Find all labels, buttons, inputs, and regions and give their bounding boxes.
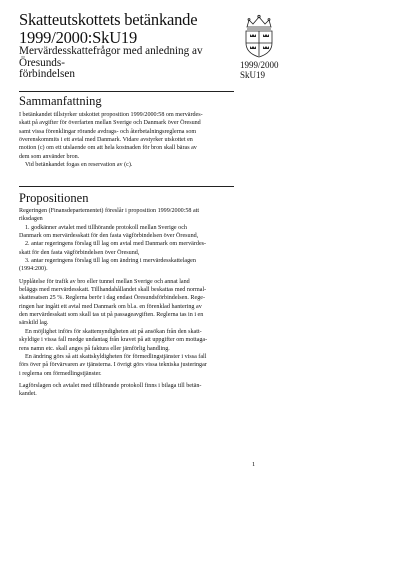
propositionen-text [19,207,235,399]
text-line: Upplåtelse för trafik av bro eller tunnel mellan Sverige och annat land [19,278,190,285]
section-divider [19,186,234,187]
text-line: Vid betänkandet fogas en reservation av (c). [25,162,133,169]
text-line: ringen har ingått ett avtal med Danmark om bl.a. en förenklad hantering av [19,303,202,310]
text-line: i reglerna om förmedlingstjänster. [19,370,102,377]
report-subtitle-line: förbindelsen [19,68,75,80]
text-line: Lagförslagen och avtalet med tillhörande protokoll finns i bilaga till betän- [19,382,202,389]
text-line: kandet. [19,391,37,398]
section-heading-propositionen: Propositionen [19,191,89,205]
text-line: En möjlighet införs för skattemyndigheten att på ansökan från den skatt- [25,328,202,335]
report-title-number: 1999/2000:SkU19 [19,28,138,47]
text-line: (1994:200). [19,266,48,273]
text-line: I betänkandet tillstyrker utskottet proposition 1999/2000:58 om mervärdes- [19,112,203,118]
riksdag-crown-emblem-icon [238,13,280,59]
section-heading-summary: Sammanfattning [19,94,102,108]
text-line: den mervärdesskatt som skall tas ut på passageavgiften. Reglerna tas in i en [19,312,204,319]
text-line: samt vissa förenklingar rörande avdrags- och återbetalningsreglerna som [19,128,197,135]
list-item: 3. antar regeringens förslag till lag om ändring i mervärdesskattelagen [25,258,196,265]
page-number: 1 [252,461,256,468]
text-line: skatt på avgifter för överfarten mellan Sverige och Danmark över Öresund [19,120,201,127]
summary-text [19,111,235,169]
section-divider [19,91,234,92]
side-reference-code: SkU19 [240,69,266,80]
text-line: särskild lag. [19,320,49,327]
text-line: motion (c) om ett utslaende om att hela kostnaden för bron skall bäras av [19,145,197,152]
report-title-name: Skatteutskottets betänkande [19,10,198,29]
text-line: dem som använder bron. [19,153,80,160]
report-subtitle [19,46,249,81]
text-line: skattesatsen 25 %. Reglerna berör i dag endast Öresundsförbindelsen. Rege- [19,295,205,302]
text-line: skatt för den fasta vägförbindelsen över Öresund, [19,249,140,256]
text-line: rens namn etc. skall anges på faktura eller jämförlig handling. [19,345,170,352]
side-reference-year: 1999/2000 [240,60,279,70]
text-line: Danmark om mervärdesskatt för den fasta vägförbindelsen över Öresund, [19,233,199,240]
list-item: 1. godkänner avtalet med tillhörande protokoll mellan Sverige och [25,224,187,231]
text-line: skyldige i vissa fall medge undantag från kravet på att uppgifter om mottaga- [19,337,208,344]
text-line: En ändring görs så att skattskyldigheten för förmedlingstjänster i vissa fall [25,353,207,360]
report-subtitle-line: Mervärdesskattefrågor med anledning av Öresunds- [19,45,203,69]
text-line: överenskommits i ett avtal med Danmark. Vidare avstyrker utskottet en [19,137,193,144]
text-line: förs över på förvärvaren av tjänsterna. I övrigt görs vissa tekniska justeringar [19,362,207,369]
text-line: riksdagen [19,216,43,223]
side-reference [240,61,279,80]
list-item: 2. antar regeringens förslag till lag om avtal med Danmark om mervärdes- [25,241,207,248]
text-line: beläggs med mervärdesskatt. Tillhandahållandet skall beskattas med normal- [19,287,207,294]
report-title [19,11,259,47]
text-line: Regeringen (Finansdepartementet) föreslår i proposition 1999/2000:58 att [19,208,200,214]
